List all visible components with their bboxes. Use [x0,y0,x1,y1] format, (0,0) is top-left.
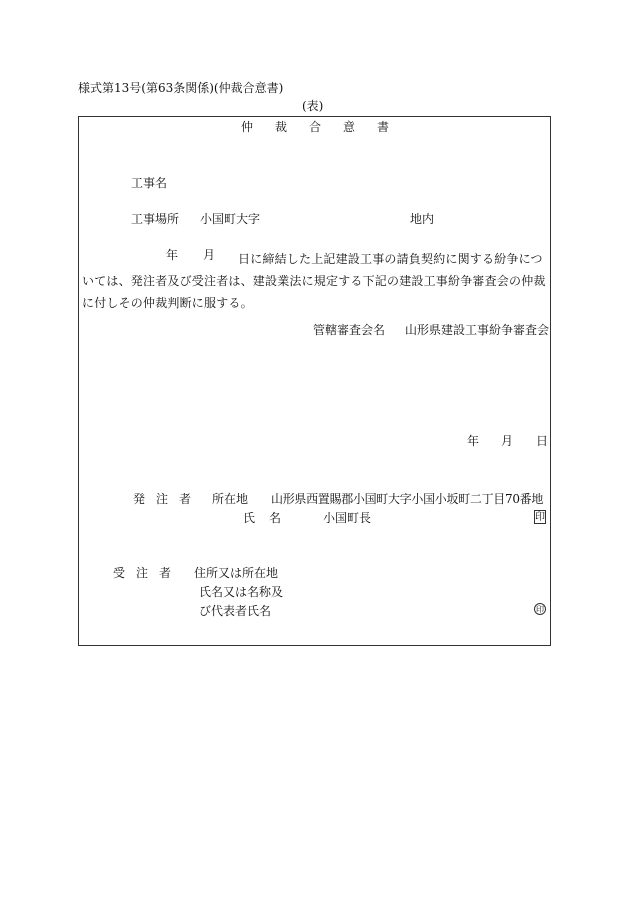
contractor-name-label-line2: び代表者氏名 [199,604,272,618]
orderer-address-label: 所在地 [212,492,249,506]
para-year: 年 [166,248,179,262]
contractor-seal-icon: 印 [536,605,544,614]
construction-name-label: 工事名 [131,176,168,190]
date-year: 年 [467,434,480,448]
construction-place-label: 工事場所 [131,212,180,226]
date-month: 月 [501,434,514,448]
contractor-role-label: 受注者 [113,566,183,580]
agreement-text: 日に締結した上記建設工事の請負契約に関する紛争については、発注者及び受注者は、建設業法に規定する下記の建設工事紛争審査会の仲裁に付しその仲裁判断に服する。 [82,252,546,310]
orderer-address-value: 山形県西置賜郡小国町大字小国小坂町二丁目70番地 [271,492,544,506]
orderer-seal-icon: 印 [535,512,545,523]
contractor-address-label: 住所又は所在地 [194,566,279,580]
jurisdiction-value: 山形県建設工事紛争審査会 [405,323,550,337]
construction-place-town: 小国町大字 [200,212,261,226]
orderer-role-label: 発注者 [133,492,203,506]
document-title: 仲裁合意書 [241,120,412,134]
date-day: 日 [536,434,549,448]
para-month: 月 [203,248,216,262]
jurisdiction-label: 管轄審査会名 [313,323,386,337]
agreement-paragraph [82,248,548,314]
construction-place-suffix: 地内 [410,212,435,226]
contractor-name-label-line1: 氏名又は名称及 [199,585,284,599]
form-label: 様式第13号(第63条関係)(仲裁合意書) [78,81,284,95]
orderer-name-value: 小国町長 [323,511,372,525]
side-label: (表) [302,99,324,113]
orderer-name-label: 氏名 [243,511,296,525]
